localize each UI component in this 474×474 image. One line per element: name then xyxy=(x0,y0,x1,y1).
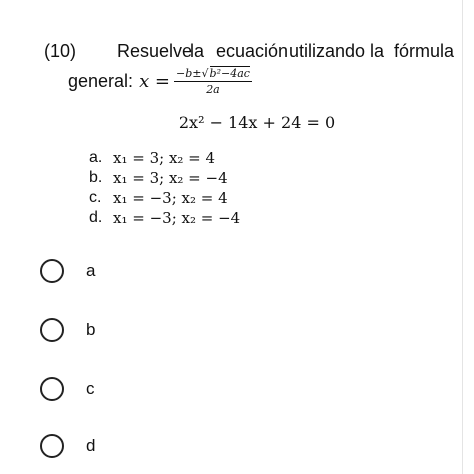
radio-button-icon[interactable] xyxy=(40,259,64,283)
question-word: ecuación xyxy=(216,41,289,61)
choice-label[interactable]: b xyxy=(86,320,96,339)
choice-label[interactable]: d xyxy=(86,436,96,455)
sqrt-icon: √ xyxy=(201,67,209,80)
option-expression: x₁ = −3; x₂ = −4 xyxy=(113,209,241,227)
question-word: la xyxy=(370,41,385,61)
question-word: la xyxy=(190,41,205,61)
choice-label[interactable]: c xyxy=(86,379,95,398)
choice-c[interactable] xyxy=(40,377,95,401)
option-expression: x₁ = 3; x₂ = −4 xyxy=(113,169,228,187)
equation-text: 2x² − 14x + 24 = 0 xyxy=(178,113,336,132)
option-letter: a. xyxy=(89,149,103,166)
option-item xyxy=(89,168,240,188)
option-letter: d. xyxy=(89,209,103,226)
question-word: utilizando xyxy=(289,41,366,61)
option-expression: x₁ = 3; x₂ = 4 xyxy=(113,149,216,167)
equation xyxy=(0,113,474,132)
radio-button-icon[interactable] xyxy=(40,318,64,342)
question-word: Resuelve xyxy=(117,41,193,61)
option-letter: b. xyxy=(89,169,103,186)
option-item xyxy=(89,188,240,208)
question-text-general: general: xyxy=(68,70,134,91)
formula-numerator-prefix: −b± xyxy=(176,67,202,80)
choice-label[interactable]: a xyxy=(86,261,96,280)
radio-button-icon[interactable] xyxy=(40,377,64,401)
question-word: fórmula xyxy=(394,41,455,61)
formula-numerator xyxy=(174,66,252,82)
formula-line xyxy=(68,66,252,96)
radio-button-icon[interactable] xyxy=(40,434,64,458)
question-number: (10) xyxy=(44,41,77,61)
option-item xyxy=(89,208,240,228)
right-edge-divider xyxy=(462,0,463,474)
choice-b[interactable] xyxy=(40,318,96,342)
option-expression: x₁ = −3; x₂ = 4 xyxy=(113,189,228,207)
option-letter: c. xyxy=(89,189,102,206)
formula-lhs: x = xyxy=(139,70,171,92)
answer-options-list xyxy=(89,148,240,228)
formula-radicand: b²−4ac xyxy=(209,67,250,80)
option-item xyxy=(89,148,240,168)
formula-denominator: 2a xyxy=(206,83,220,96)
choice-a[interactable] xyxy=(40,259,96,283)
quadratic-formula-fraction xyxy=(174,66,252,96)
choice-d[interactable] xyxy=(40,434,96,458)
